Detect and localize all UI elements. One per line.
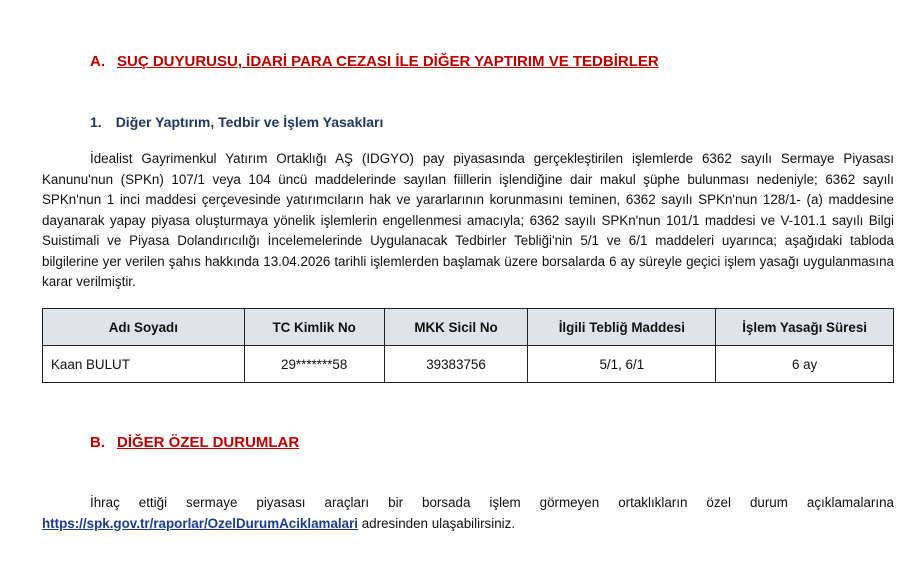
cell-mkk-registry: 39383756 (384, 346, 528, 383)
table-row (43, 346, 894, 383)
spk-special-situations-link[interactable]: https://spk.gov.tr/raporlar/OzelDurumAciklamalari (42, 515, 359, 531)
column-header-mkk-registry: MKK Sicil No (384, 309, 528, 346)
trading-ban-table (42, 308, 894, 383)
cell-regulation-article: 5/1, 6/1 (528, 346, 716, 383)
cell-tc-id: 29*******58 (244, 346, 384, 383)
section-a-title: SUÇ DUYURUSU, İDARİ PARA CEZASI İLE DİĞER YAPTIRIM VE TEDBİRLER (117, 53, 659, 70)
column-header-regulation-article: İlgili Tebliğ Maddesi (528, 309, 716, 346)
column-header-ban-duration: İşlem Yasağı Süresi (716, 309, 894, 346)
section-b-letter: B. (90, 434, 105, 451)
table-header-row (43, 309, 894, 346)
column-header-tc-id: TC Kimlik No (244, 309, 384, 346)
subsection-1-title: Diğer Yaptırım, Tedbir ve İşlem Yasakları (115, 114, 384, 130)
section-b-heading (90, 434, 299, 451)
section-a-letter: A. (90, 53, 105, 70)
subsection-1-number: 1. (90, 114, 102, 130)
column-header-name: Adı Soyadı (43, 309, 245, 346)
special-situations-paragraph (42, 493, 894, 534)
subsection-1-heading (90, 114, 383, 130)
special-situations-text: İhraç ettiği sermaye piyasası araçları bir borsada işlem görmeyen ortaklıkların özel durum açıklamalarına (90, 495, 894, 510)
cell-ban-duration: 6 ay (716, 346, 894, 383)
section-b-title: DİĞER ÖZEL DURUMLAR (117, 434, 300, 451)
decision-paragraph: İdealist Gayrimenkul Yatırım Ortaklığı AŞ (IDGYO) pay piyasasında gerçekleştirilen işlemlerde 6362 sayılı Sermaye Piyasası Kanunu'nun (SPKn) 107/1 veya 104 üncü maddelerinde sayılan fiillerin işlendiğine dair makul şüphe bulunması nedeniyle; 6362 sayılı SPKn'nun 1 inci maddesi çerçevesinde yatırımcıların hak ve yararlarının korunmasını teminen, 6362 sayılı SPKn'nun 128/1- (a) maddesine dayanarak yapay piyasa oluşturmaya yönelik işlemlerin engellenmesi amacıyla; 6362 sayılı SPKn'nun 101/1 maddesi ve V-101.1 sayılı Bilgi Suistimali ve Piyasa Dolandırıcılığı İncelemelerinde Uygulanacak Tedbirler Tebliği'nin 5/1 ve 6/1 maddeleri uyarınca; aşağıdaki tabloda bilgilerine yer verilen şahıs hakkında 13.04.2026 tarihli işlemlerden başlamak üzere borsalarda 6 ay süreyle geçici işlem yasağı uygulanmasına karar verilmiştir. (42, 151, 894, 289)
special-situations-text-end: adresinden ulaşabilirsiniz. (358, 515, 516, 531)
section-a-heading (90, 53, 659, 70)
cell-name: Kaan BULUT (43, 346, 245, 383)
